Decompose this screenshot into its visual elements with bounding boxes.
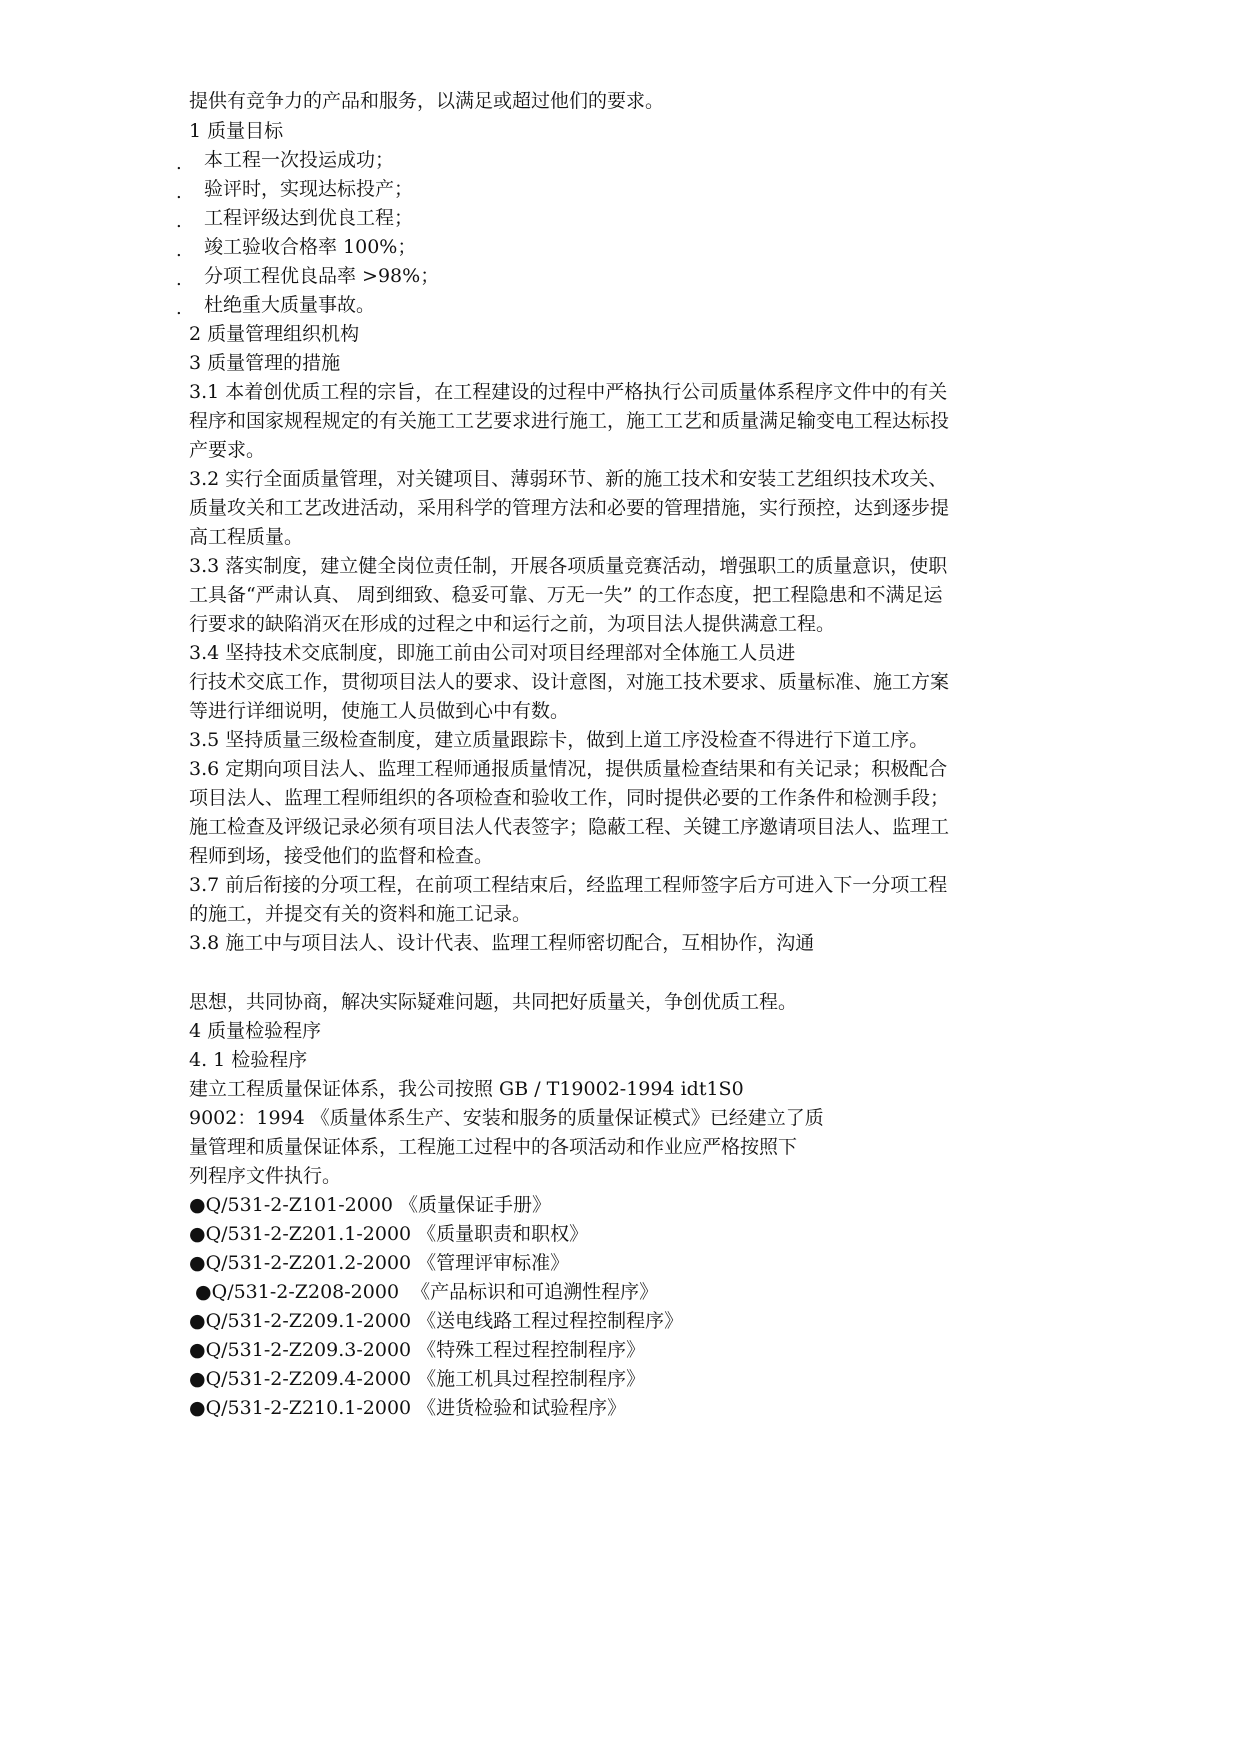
goal-item: 验评时，实现达标投产；	[204, 178, 414, 200]
procedure-item: ●Q/531-2-Z208-2000 《产品标识和可追溯性程序》	[189, 1281, 659, 1303]
list-marker: .	[176, 298, 182, 319]
goal-item: 分项工程优良品率 >98%；	[204, 265, 440, 287]
paragraph-line: 3.1 本着创优质工程的宗旨，在工程建设的过程中严格执行公司质量体系程序文件中的有关	[189, 381, 948, 403]
paragraph-line: 行要求的缺陷消灭在形成的过程之中和运行之前，为项目法人提供满意工程。	[189, 613, 836, 635]
procedure-item: ●Q/531-2-Z210.1-2000 《进货检验和试验程序》	[189, 1397, 627, 1419]
procedure-item: ●Q/531-2-Z209.4-2000 《施工机具过程控制程序》	[189, 1368, 646, 1390]
procedure-item: ●Q/531-2-Z201.2-2000 《管理评审标准》	[189, 1252, 570, 1274]
section-1-title: 1 质量目标	[189, 120, 284, 142]
paragraph-line: 等进行详细说明，使施工人员做到心中有数。	[189, 700, 570, 722]
paragraph-line: 3.5 坚持质量三级检查制度，建立质量跟踪卡，做到上道工序没检查不得进行下道工序。	[189, 729, 929, 751]
paragraph-line: 3.8 施工中与项目法人、设计代表、监理工程师密切配合，互相协作，沟通	[189, 932, 815, 954]
paragraph-line: 高工程质量。	[189, 526, 304, 548]
goal-item: 杜绝重大质量事故。	[204, 294, 376, 316]
goal-item: 竣工验收合格率 100%；	[204, 236, 417, 258]
paragraph-line: 质量攻关和工艺改进活动，采用科学的管理方法和必要的管理措施，实行预控，达到逐步提	[189, 497, 950, 519]
paragraph-line: 项目法人、监理工程师组织的各项检查和验收工作，同时提供必要的工作条件和检测手段；	[189, 787, 950, 809]
list-marker: .	[176, 269, 182, 290]
paragraph-line: 列程序文件执行。	[189, 1165, 342, 1187]
paragraph-line: 9002：1994 《质量体系生产、安装和服务的质量保证模式》已经建立了质	[189, 1107, 824, 1129]
list-marker: .	[176, 240, 182, 261]
procedure-item: ●Q/531-2-Z201.1-2000 《质量职责和职权》	[189, 1223, 589, 1245]
paragraph-line: 工具备“严肃认真、 周到细致、稳妥可靠、万无一失” 的工作态度，把工程隐患和不满足运	[189, 584, 943, 606]
paragraph-line: 3.7 前后衔接的分项工程，在前项工程结束后，经监理工程师签字后方可进入下一分项工程	[189, 874, 948, 896]
paragraph-line: 3.2 实行全面质量管理，对关键项目、薄弱环节、新的施工技术和安装工艺组织技术攻关、	[189, 468, 948, 490]
paragraph-line: 施工检查及评级记录必须有项目法人代表签字；隐蔽工程、关键工序邀请项目法人、监理工	[189, 816, 950, 838]
goal-item: 工程评级达到优良工程；	[204, 207, 414, 229]
paragraph-line: 的施工，并提交有关的资料和施工记录。	[189, 903, 532, 925]
section-3-title: 3 质量管理的措施	[189, 352, 341, 374]
paragraph-line: 3.6 定期向项目法人、监理工程师通报质量情况，提供质量检查结果和有关记录；积极配合	[189, 758, 948, 780]
paragraph-line: 3.4 坚持技术交底制度，即施工前由公司对项目经理部对全体施工人员进	[189, 642, 796, 664]
paragraph-line: 建立工程质量保证体系，我公司按照 GB / T19002-1994 idt1S0	[189, 1078, 744, 1100]
section-4-title: 4 质量检验程序	[189, 1020, 322, 1042]
paragraph-line: 量管理和质量保证体系，工程施工过程中的各项活动和作业应严格按照下	[189, 1136, 798, 1158]
goal-item: 本工程一次投运成功；	[204, 149, 395, 171]
list-marker: .	[176, 182, 182, 203]
paragraph-line: 程序和国家规程规定的有关施工工艺要求进行施工，施工工艺和质量满足输变电工程达标投	[189, 410, 950, 432]
procedure-item: ●Q/531-2-Z101-2000 《质量保证手册》	[189, 1194, 552, 1216]
intro-text: 提供有竞争力的产品和服务，以满足或超过他们的要求。	[189, 90, 665, 112]
list-marker: .	[176, 211, 182, 232]
procedure-item: ●Q/531-2-Z209.1-2000 《送电线路工程过程控制程序》	[189, 1310, 684, 1332]
section-4-1-title: 4. 1 检验程序	[189, 1049, 308, 1071]
list-marker: .	[176, 153, 182, 174]
paragraph-line: 3.3 落实制度，建立健全岗位责任制，开展各项质量竞赛活动，增强职工的质量意识，使职	[189, 555, 948, 577]
section-2-title: 2 质量管理组织机构	[189, 323, 360, 345]
paragraph-line: 行技术交底工作，贯彻项目法人的要求、设计意图，对施工技术要求、质量标准、施工方案	[189, 671, 950, 693]
procedure-item: ●Q/531-2-Z209.3-2000 《特殊工程过程控制程序》	[189, 1339, 646, 1361]
paragraph-line: 思想，共同协商，解决实际疑难问题，共同把好质量关，争创优质工程。	[189, 991, 798, 1013]
paragraph-line: 产要求。	[189, 439, 266, 461]
paragraph-line: 程师到场，接受他们的监督和检查。	[189, 845, 494, 867]
